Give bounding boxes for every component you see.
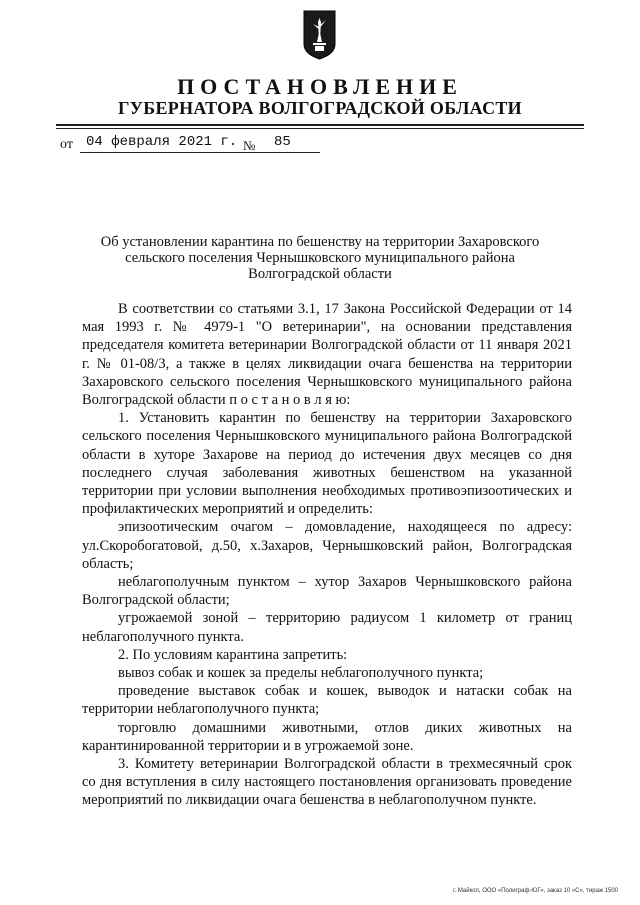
number-label: № [243, 138, 256, 153]
document-number: 85 [274, 134, 291, 150]
decree-word: п о с т а н о в л я ю: [229, 392, 351, 409]
coat-of-arms-emblem [303, 10, 336, 60]
from-label: от [60, 137, 73, 152]
subject-line: сельского поселения Чернышковского муниципального района [125, 250, 515, 266]
subject-line: Волгоградской области [248, 266, 392, 282]
print-info-footer: г. Майкоп, ООО «Полиграф-ЮГ», заказ 10 «С», тираж 1500 [453, 888, 618, 894]
preamble-paragraph [82, 300, 572, 409]
number-underline [260, 152, 320, 153]
document-body [82, 300, 572, 810]
paragraph-3: 3. Комитету ветеринарии Волгоградской области в трехмесячный срок со дня вступления в силу настоящего постановления организовать проведение мероприятий по ликвидации очага бешенства в неблагополучном пункте. [82, 756, 572, 809]
document-date: 04 февраля 2021 г. [86, 134, 238, 150]
document-subject [80, 234, 560, 282]
subject-line: Об установлении карантина по бешенству на территории Захаровского [100, 234, 540, 250]
paragraph-2: 2. По условиям карантина запретить: [118, 646, 348, 663]
paragraph-1: 1. Установить карантин по бешенству на территории Захаровского сельского поселения Чернышковского муниципального района Волгоградской области в хуторе Захарове на период до истечения двух месяцев со дня последнего случая заболевания животных бешенством на указанной территории при условии выполнения необходимых противоэпизоотических и профилактических мероприятий и определить: [82, 410, 572, 518]
paragraph-1b: неблагополучным пунктом – хутор Захаров Чернышковского района Волгоградской области; [82, 574, 572, 609]
header-rule-thin [56, 128, 584, 129]
header-rule-thick [56, 124, 584, 126]
preamble-text: В соответствии со статьями 3.1, 17 Закона Российской Федерации от 14 мая 1993 г. № 4979-1 "О ветеринарии", на основании представления председателя комитета ветеринарии Волгоградской области от 11 января 2021 г. № 01-08/3, а также в целях ликвидации очага бешенства на территории Захаровского сельского поселения Чернышковского муниципального района Волгоградской области [82, 301, 572, 409]
paragraph-2b: проведение выставок собак и кошек, выводок и натаски собак на территории неблагополучного пункта; [82, 683, 572, 718]
paragraph-2c: торговлю домашними животными, отлов диких животных на карантинированной территории и в угрожаемой зоне. [82, 719, 572, 754]
document-subtitle: ГУБЕРНАТОРА ВОЛГОГРАДСКОЙ ОБЛАСТИ [118, 98, 522, 118]
paragraph-1a: эпизоотическим очагом – домовладение, находящееся по адресу: ул.Скоробогатовой, д.50, х.Захаров, Чернышковский район, Волгоградская область; [82, 519, 572, 572]
paragraph-2a: вывоз собак и кошек за пределы неблагополучного пункта; [118, 665, 484, 682]
paragraph-1c: угрожаемой зоной – территорию радиусом 1 километр от границ неблагополучного пункта. [82, 610, 572, 645]
document-title: ПОСТАНОВЛЕНИЕ [177, 74, 463, 99]
